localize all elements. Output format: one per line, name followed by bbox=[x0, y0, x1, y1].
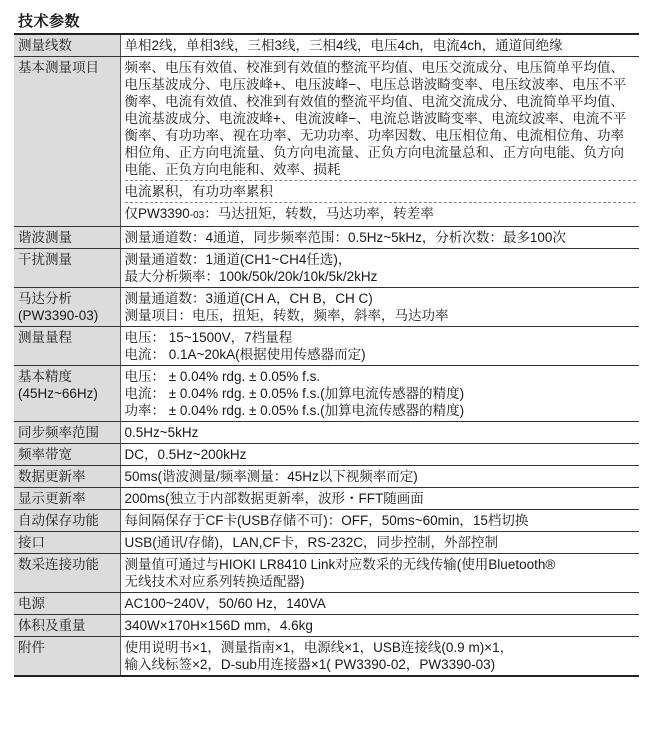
row-label: 附件 bbox=[14, 637, 120, 677]
table-row bbox=[14, 227, 639, 249]
row-label: 测量线数 bbox=[14, 34, 120, 57]
measurement-items-text: 频率、电压有效值、校准到有效值的整流平均值、电压交流成分、电压简单平均值、电压基波成分、电压波峰+、电压波峰−、电压总谐波畸变率、电压纹波率、电压不平衡率、电流有效值、校准到有效值的整流平均值、电流交流成分、电流简单平均值、电流基波成分、电流波峰+、电流波峰−、电流总谐波畸变率、电流纹波率、电流不平衡率、有功功率、视在功率、无功功率、功率因数、电压相位角、电流相位角、功率相位角、正方向电流量、负方向电流量、正负方向电流量总和、正方向电能、负方向电能、正负方向电能和、效率、损耗 bbox=[124, 60, 627, 177]
row-label: 数采连接功能 bbox=[14, 554, 120, 593]
table-row bbox=[14, 532, 639, 554]
table-row bbox=[14, 57, 639, 227]
table-row bbox=[14, 34, 639, 57]
row-value: DC，0.5Hz~200kHz bbox=[120, 444, 639, 466]
row-label: 测量量程 bbox=[14, 327, 120, 366]
row-label: 体积及重量 bbox=[14, 615, 120, 637]
spec-table bbox=[14, 33, 639, 677]
row-value: 200ms(独立于内部数据更新率，波形・FFT随画面 bbox=[120, 488, 639, 510]
table-row bbox=[14, 366, 639, 422]
row-value: 测量通道数：4通道，同步频率范围：0.5Hz~5kHz，分析次数：最多100次 bbox=[120, 227, 639, 249]
row-value: USB(通讯/存储)，LAN,CF卡，RS-232C，同步控制，外部控制 bbox=[120, 532, 639, 554]
table-row bbox=[14, 444, 639, 466]
row-label: 数据更新率 bbox=[14, 466, 120, 488]
row-value: 340W×170H×156D mm，4.6kg bbox=[120, 615, 639, 637]
row-label: 基本精度 (45Hz~66Hz) bbox=[14, 366, 120, 422]
page-title: 技术参数 bbox=[18, 13, 81, 30]
row-value: AC100~240V，50/60 Hz，140VA bbox=[120, 593, 639, 615]
table-row bbox=[14, 327, 639, 366]
sub-section: 电流累积，有功功率累积 bbox=[125, 180, 637, 200]
row-value: 使用说明书×1，测量指南×1，电源线×1，USB连接线(0.9 m)×1， 输入线标签×2，D-sub用连接器×1( PW3390-02，PW3390-03) bbox=[120, 637, 639, 677]
row-value: 测量通道数：1通道(CH1~CH4任选)， 最大分析频率：100k/50k/20k/10k/5k/2kHz bbox=[120, 249, 639, 288]
table-row bbox=[14, 249, 639, 288]
row-value bbox=[120, 57, 639, 227]
row-value: 每间隔保存于CF卡(USB存储不可)：OFF，50ms~60min，15档切换 bbox=[120, 510, 639, 532]
row-label: 马达分析 (PW3390-03) bbox=[14, 288, 120, 327]
row-label: 接口 bbox=[14, 532, 120, 554]
row-label: 电源 bbox=[14, 593, 120, 615]
row-value: 50ms(谐波测量/频率测量：45Hz以下视频率而定) bbox=[120, 466, 639, 488]
table-row bbox=[14, 554, 639, 593]
table-row bbox=[14, 288, 639, 327]
row-value: 0.5Hz~5kHz bbox=[120, 422, 639, 444]
sub-section: 仅PW3390-03：马达扭矩，转数，马达功率，转差率 bbox=[125, 202, 637, 224]
table-row bbox=[14, 637, 639, 677]
table-row bbox=[14, 593, 639, 615]
table-row bbox=[14, 466, 639, 488]
row-label: 自动保存功能 bbox=[14, 510, 120, 532]
table-row bbox=[14, 422, 639, 444]
row-label: 干扰测量 bbox=[14, 249, 120, 288]
row-value: 测量值可通过与HIOKI LR8410 Link对应数采的无线传输(使用Bluetooth® 无线技术对应系列转换适配器) bbox=[120, 554, 639, 593]
row-value: 单相2线，单相3线，三相3线，三相4线，电压4ch，电流4ch，通道间绝缘 bbox=[120, 34, 639, 57]
row-value: 测量通道数：3通道(CH A，CH B，CH C) 测量项目：电压，扭矩，转数，频率，斜率，马达功率 bbox=[120, 288, 639, 327]
row-label: 谐波测量 bbox=[14, 227, 120, 249]
table-row bbox=[14, 488, 639, 510]
row-label: 显示更新率 bbox=[14, 488, 120, 510]
row-value: 电压： 15~1500V，7档量程 电流： 0.1A~20kA(根据使用传感器而定) bbox=[120, 327, 639, 366]
row-label: 基本测量项目 bbox=[14, 57, 120, 227]
row-label: 同步频率范围 bbox=[14, 422, 120, 444]
row-label: 频率带宽 bbox=[14, 444, 120, 466]
table-row bbox=[14, 615, 639, 637]
row-value: 电压： ± 0.04% rdg. ± 0.05% f.s. 电流： ± 0.04% rdg. ± 0.05% f.s.(加算电流传感器的精度) 功率： ± 0.04% rdg. ± 0.05% f.s.(加算电流传感器的精度) bbox=[120, 366, 639, 422]
table-row bbox=[14, 510, 639, 532]
